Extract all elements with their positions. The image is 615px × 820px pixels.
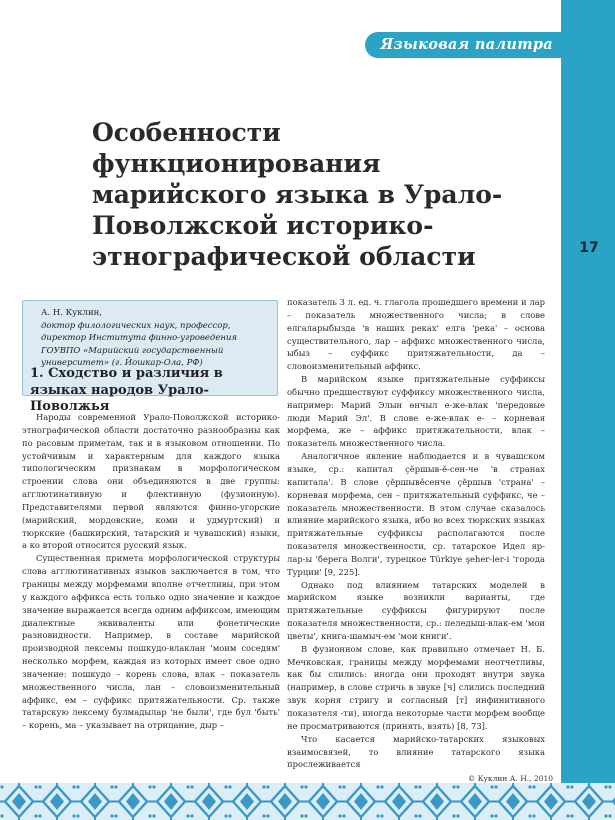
paragraph: Аналогичное явление наблюдается и в чувашском языке, ср.: капитал çĕршыв-ĕ-сен-че 'в странах капитала'. В слове çĕршывĕсенче çĕршыв 'страна' – корневая морфема, сен – притяжательный суффикс, че – показатель множественности. В этом случае сказалось влияние марийского языка, ибо во всех тюркских языках притяжательные суффиксы располагаются после показателя множественности, ср. татарское Идел яр-лар-ы 'берега Волги', турецкое Türkiye şeher-ler-i 'города Турции' [9, 225]. bbox=[287, 451, 545, 577]
paragraph: Что касается марийско-татарских языковых взаимосвязей, то влияние татарского языка прослеживается bbox=[287, 733, 545, 770]
right-column bbox=[287, 296, 545, 771]
paragraph: Народы современной Урало-Поволжской историко-этнографической области достаточно разнообразны как по расовым приметам, так и в языковом отношении. По устойчивым и характерным для каждого языка типологическим признакам в морфологическом строении слова они объединяются в две группы: агглютинативную и флективную (фузионную). Представителями первой являются финно-угорские (марийский, мордовские, коми и удмуртский) и тюркские (башкирский, татарский и чувашский) языки, а ко второй относится русский язык. bbox=[22, 412, 280, 551]
paragraph: В фузионном слове, как правильно отмечает Н. Б. Мечковская, границы между морфемами неотчетливы, как бы слились: иногда они проходят внутри звука (например, в слове стричь в звуке [ч] слились последний звук корня стригу и согласный [т] инфинитивного показателя -ти), иногда некоторые части морфем вообще не просматриваются (принять, взять) [8, 73]. bbox=[287, 643, 545, 731]
author-info: доктор филологических наук, профессор, директор Института финно-угроведения ГОУВПО «Марийский государственный университет» (г. Йошкар-Ола, РФ) bbox=[41, 320, 238, 368]
page-sidebar bbox=[561, 0, 615, 820]
section-heading: 1. Сходство и различия в языках народов Урало-Поволжья bbox=[30, 366, 223, 414]
section-label: Языковая палитра bbox=[380, 36, 553, 53]
paragraph: показатель 3 л. ед. ч. глагола прошедшего времени и лар – показатель множественного числа; в слове елгаларыбызда 'в наших реках' елга 'река' – основа существительного, лар – аффикс множественного числа, ыбыз – суффикс притяжательности, да – словоизменительный аффикс. bbox=[287, 297, 545, 372]
paragraph: Однако под влиянием татарских моделей в марийском языке возникли варианты, где притяжательные суффиксы фигурируют после показателя множественности, ср.: пеледыш-влак-ем 'мои цветы', книга-шамыч-ем 'мои книги'. bbox=[287, 579, 545, 641]
ornament-pattern bbox=[0, 783, 615, 820]
copyright: © Куклин А. Н., 2010 bbox=[467, 774, 553, 783]
ornament-border bbox=[0, 783, 615, 820]
page-number: 17 bbox=[579, 240, 599, 256]
paragraph: В марийском языке притяжательные суффиксы обычно предшествуют суффиксу множественного числа, например: Марий Элын өнчыл е-же-влак 'передовые люди Марий Эл'. В слове е-же-влак е- – корневая морфема, же – аффикс притяжательности, влак – показатель множественного числа. bbox=[287, 374, 545, 449]
article-title: Особенности функционирования марийского языка в Урало-Поволжской историко-этнографической области bbox=[92, 118, 503, 271]
author-name: А. Н. Куклин, bbox=[41, 308, 102, 318]
left-column bbox=[22, 411, 280, 732]
paragraph: Существенная примета морфологической структуры слова агглютинативных языков заключается в том, что границы между морфемами вполне отчетливы, при этом у каждого аффикса есть только одно значение и каждое значение выражается всегда одним аффиксом, имеющим диалектные эквиваленты или фонетические разновидности. Например, в составе марийской производной лексемы пошкудо-влаклан 'моим соседям' несколько морфем, каждая из которых имеет свое одно значение: пошкудо – корень слова, влак – показатель множественного числа, лан – словоизменительный аффикс, ем – суффикс притяжательности. Ср. также татарскую лексему булмадылар 'не были', где бул 'быть' – корень, ма – указывает на отрицание, дыр – bbox=[22, 553, 280, 731]
